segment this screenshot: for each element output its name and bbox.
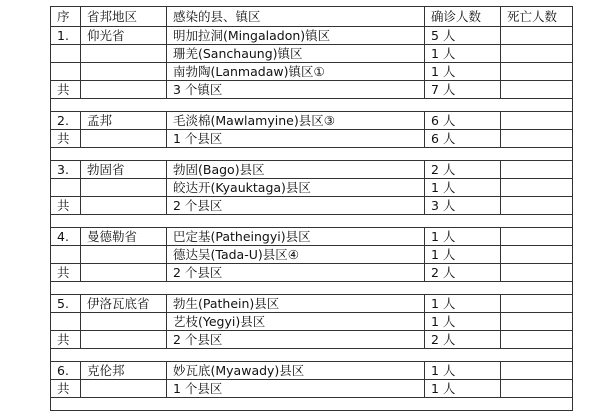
total-district-cell: 3 个镇区 <box>167 81 425 99</box>
seq-cell: 3. <box>51 161 81 179</box>
confirmed-cell: 1 人 <box>425 362 501 380</box>
seq-cell <box>51 246 81 264</box>
confirmed-cell: 6 人 <box>425 112 501 130</box>
confirmed-cell: 5 人 <box>425 27 501 45</box>
total-row <box>51 264 573 282</box>
total-row <box>51 197 573 215</box>
region-cell: 克伦邦 <box>81 362 167 380</box>
confirmed-cell: 1 人 <box>425 313 501 331</box>
header-confirmed: 确诊人数 <box>425 7 501 27</box>
total-blank-cell <box>81 130 167 148</box>
table-row <box>51 179 573 197</box>
total-confirmed-cell: 3 人 <box>425 197 501 215</box>
region-cell: 勃固省 <box>81 161 167 179</box>
total-blank-cell <box>81 197 167 215</box>
confirmed-cell: 1 人 <box>425 246 501 264</box>
district-cell: 南勃陶(Lanmadaw)镇区① <box>167 63 425 81</box>
region-cell <box>81 45 167 63</box>
deaths-cell <box>501 112 573 130</box>
seq-cell <box>51 179 81 197</box>
district-cell: 皎达开(Kyauktaga)县区 <box>167 179 425 197</box>
deaths-cell <box>501 161 573 179</box>
confirmed-cell: 1 人 <box>425 295 501 313</box>
separator-cell <box>51 282 573 295</box>
total-label-cell: 共 <box>51 130 81 148</box>
total-label-cell: 共 <box>51 81 81 99</box>
header-district: 感染的县、镇区 <box>167 7 425 27</box>
total-blank-cell <box>81 331 167 349</box>
separator-row <box>51 99 573 112</box>
district-cell: 毛淡棉(Mawlamyine)县区③ <box>167 112 425 130</box>
seq-cell <box>51 313 81 331</box>
table-row <box>51 313 573 331</box>
table-row <box>51 161 573 179</box>
header-deaths: 死亡人数 <box>501 7 573 27</box>
confirmed-cell: 1 人 <box>425 228 501 246</box>
separator-cell <box>51 148 573 161</box>
deaths-cell <box>501 179 573 197</box>
region-cell <box>81 63 167 81</box>
separator-row <box>51 215 573 228</box>
total-confirmed-cell: 6 人 <box>425 130 501 148</box>
deaths-cell <box>501 246 573 264</box>
total-row <box>51 331 573 349</box>
confirmed-cell: 1 人 <box>425 45 501 63</box>
total-deaths-cell <box>501 197 573 215</box>
total-blank-cell <box>81 380 167 398</box>
deaths-cell <box>501 63 573 81</box>
table-row <box>51 295 573 313</box>
header-seq: 序 <box>51 7 81 27</box>
separator-cell <box>51 215 573 228</box>
seq-cell: 2. <box>51 112 81 130</box>
total-district-cell: 1 个县区 <box>167 380 425 398</box>
total-confirmed-cell: 1 人 <box>425 380 501 398</box>
region-cell: 伊洛瓦底省 <box>81 295 167 313</box>
seq-cell: 1. <box>51 27 81 45</box>
region-cell: 仰光省 <box>81 27 167 45</box>
seq-cell: 6. <box>51 362 81 380</box>
deaths-cell <box>501 27 573 45</box>
total-label-cell: 共 <box>51 264 81 282</box>
header-region: 省邦地区 <box>81 7 167 27</box>
header-row <box>51 7 573 27</box>
total-district-cell: 2 个县区 <box>167 331 425 349</box>
seq-cell: 5. <box>51 295 81 313</box>
deaths-cell <box>501 228 573 246</box>
region-cell <box>81 313 167 331</box>
region-cell: 孟邦 <box>81 112 167 130</box>
total-deaths-cell <box>501 380 573 398</box>
confirmed-cell: 2 人 <box>425 161 501 179</box>
total-district-cell: 2 个县区 <box>167 264 425 282</box>
seq-cell <box>51 45 81 63</box>
total-district-cell: 2 个县区 <box>167 197 425 215</box>
case-table <box>50 6 573 411</box>
confirmed-cell: 1 人 <box>425 63 501 81</box>
deaths-cell <box>501 313 573 331</box>
confirmed-cell: 1 人 <box>425 179 501 197</box>
table-row <box>51 228 573 246</box>
separator-row <box>51 282 573 295</box>
table-body <box>51 27 573 411</box>
total-row <box>51 380 573 398</box>
deaths-cell <box>501 45 573 63</box>
separator-row <box>51 398 573 411</box>
total-district-cell: 1 个县区 <box>167 130 425 148</box>
total-row <box>51 81 573 99</box>
district-cell: 勃生(Pathein)县区 <box>167 295 425 313</box>
region-cell: 曼德勒省 <box>81 228 167 246</box>
district-cell: 巴定基(Patheingyi)县区 <box>167 228 425 246</box>
total-confirmed-cell: 7 人 <box>425 81 501 99</box>
total-deaths-cell <box>501 264 573 282</box>
total-row <box>51 130 573 148</box>
table-row <box>51 27 573 45</box>
total-confirmed-cell: 2 人 <box>425 331 501 349</box>
table-row <box>51 45 573 63</box>
separator-row <box>51 148 573 161</box>
table-row <box>51 246 573 264</box>
separator-row <box>51 349 573 362</box>
total-label-cell: 共 <box>51 197 81 215</box>
deaths-cell <box>501 295 573 313</box>
separator-cell <box>51 349 573 362</box>
total-label-cell: 共 <box>51 380 81 398</box>
total-label-cell: 共 <box>51 331 81 349</box>
total-blank-cell <box>81 264 167 282</box>
seq-cell: 4. <box>51 228 81 246</box>
separator-cell <box>51 398 573 411</box>
total-deaths-cell <box>501 81 573 99</box>
district-cell: 德达吴(Tada-U)县区④ <box>167 246 425 264</box>
district-cell: 妙瓦底(Myawady)县区 <box>167 362 425 380</box>
region-cell <box>81 179 167 197</box>
total-blank-cell <box>81 81 167 99</box>
table-row <box>51 63 573 81</box>
total-deaths-cell <box>501 331 573 349</box>
deaths-cell <box>501 362 573 380</box>
table-row <box>51 112 573 130</box>
table-row <box>51 362 573 380</box>
district-cell: 珊羌(Sanchaung)镇区 <box>167 45 425 63</box>
district-cell: 艺枝(Yegyi)县区 <box>167 313 425 331</box>
total-deaths-cell <box>501 130 573 148</box>
district-cell: 明加拉洞(Mingaladon)镇区 <box>167 27 425 45</box>
region-cell <box>81 246 167 264</box>
total-confirmed-cell: 2 人 <box>425 264 501 282</box>
seq-cell <box>51 63 81 81</box>
district-cell: 勃固(Bago)县区 <box>167 161 425 179</box>
separator-cell <box>51 99 573 112</box>
